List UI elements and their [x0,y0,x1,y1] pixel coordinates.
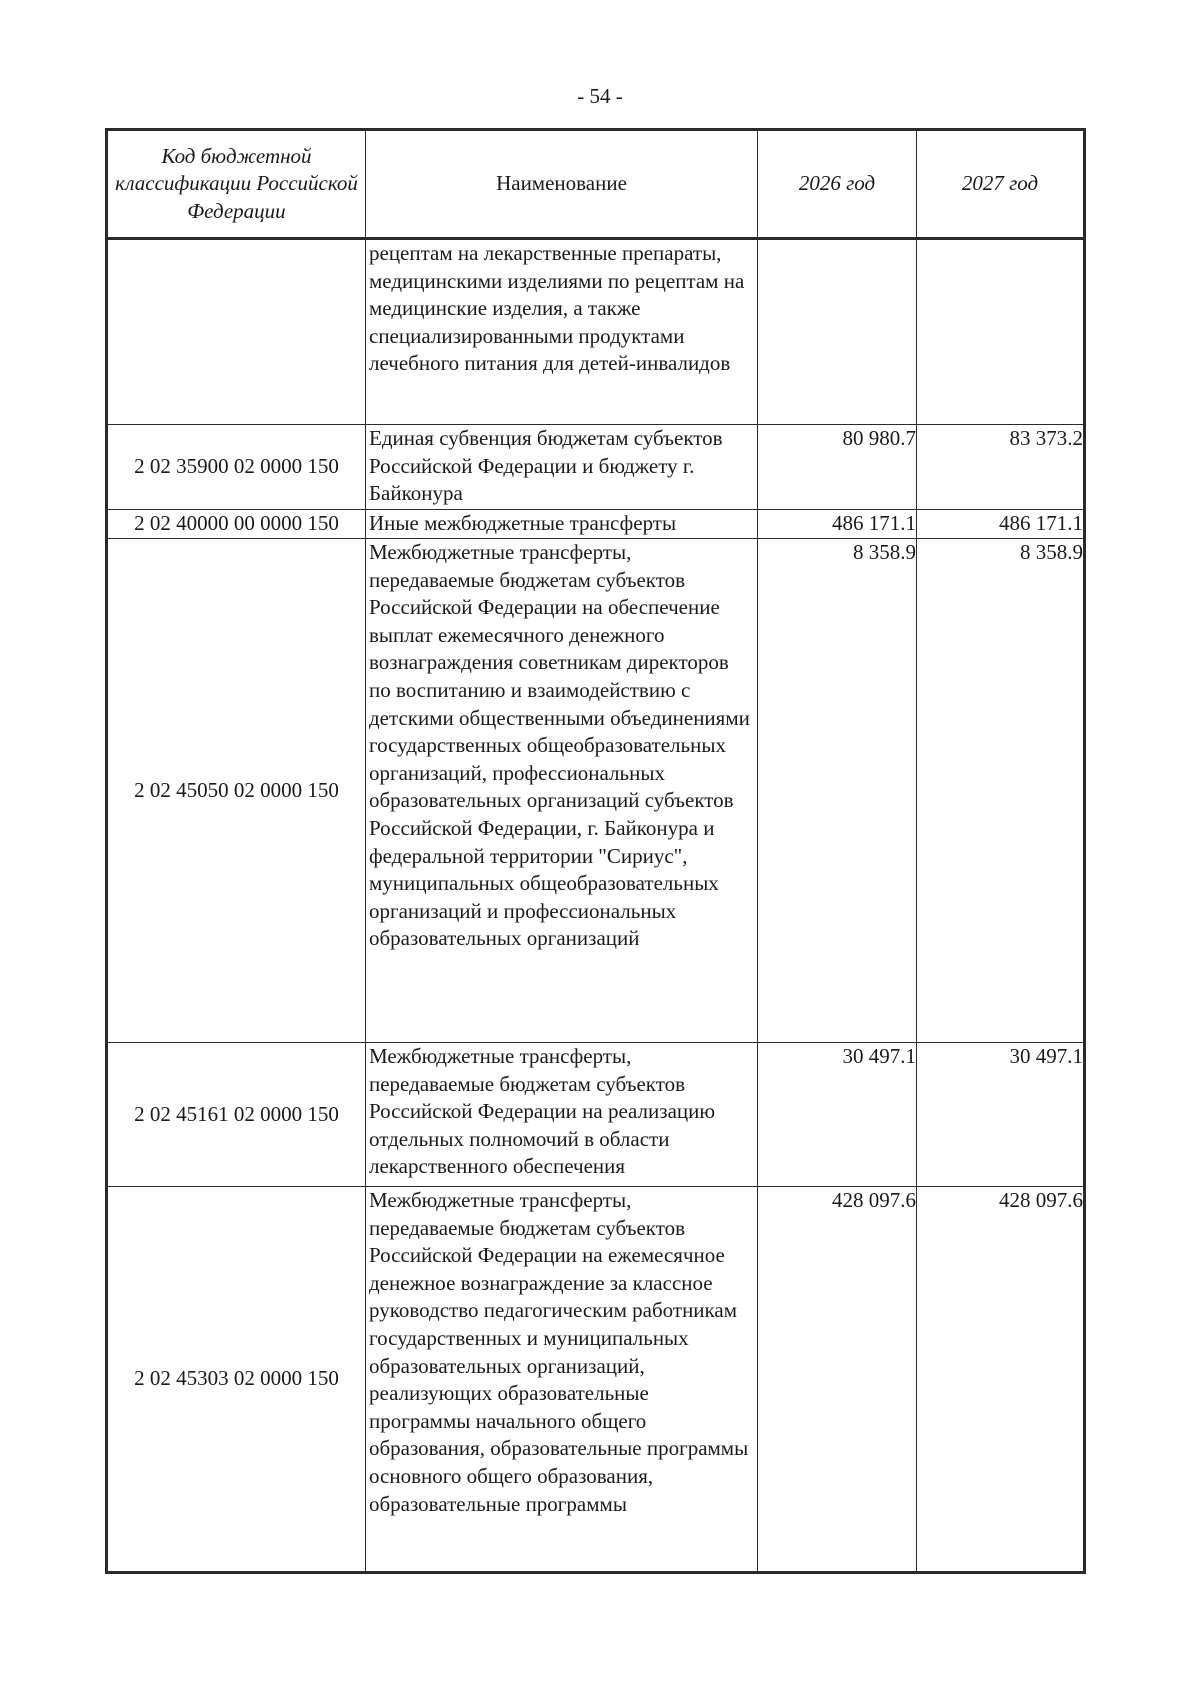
cell-name: Межбюджетные трансферты, передаваемые бюджетам субъектов Российской Федерации на реализацию отдельных полномочий в области лекарственного обеспечения [366,1043,758,1187]
table-row [107,510,1085,539]
cell-year-2027: 83 373.2 [917,425,1085,510]
table-row [107,539,1085,1043]
cell-year-2027 [917,239,1085,425]
cell-year-2026: 8 358.9 [758,539,917,1043]
header-code: Код бюджетной классификации Российской Федерации [107,130,366,239]
header-year-2026: 2026 год [758,130,917,239]
cell-year-2027: 30 497.1 [917,1043,1085,1187]
table-header-row [107,130,1085,239]
table-row [107,1043,1085,1187]
cell-name: Межбюджетные трансферты, передаваемые бюджетам субъектов Российской Федерации на ежемесячное денежное вознаграждение за классное руководство педагогическим работникам государственных и муниципальных образовательных организаций, реализующих образовательные программы начального общего образования, образовательные программы основного общего образования, образовательные программы [366,1187,758,1573]
cell-code [107,239,366,425]
cell-year-2026: 428 097.6 [758,1187,917,1573]
cell-year-2026: 30 497.1 [758,1043,917,1187]
header-name: Наименование [366,130,758,239]
cell-year-2027: 428 097.6 [917,1187,1085,1573]
cell-name: Иные межбюджетные трансферты [366,510,758,539]
cell-code: 2 02 40000 00 0000 150 [107,510,366,539]
header-year-2027: 2027 год [917,130,1085,239]
budget-classification-table [105,128,1086,1574]
page-number: - 54 - [577,84,623,108]
cell-year-2026: 80 980.7 [758,425,917,510]
table-row [107,425,1085,510]
cell-name: Межбюджетные трансферты, передаваемые бюджетам субъектов Российской Федерации на обеспечение выплат ежемесячного денежного вознаграждения советникам директоров по воспитанию и взаимодействию с детскими общественными объединениями государственных общеобразовательных организаций, профессиональных образовательных организаций субъектов Российской Федерации, г. Байконура и федеральной территории "Сириус", муниципальных общеобразовательных организаций и профессиональных образовательных организаций [366,539,758,1043]
cell-code: 2 02 35900 02 0000 150 [107,425,366,510]
cell-code: 2 02 45161 02 0000 150 [107,1043,366,1187]
cell-name: Единая субвенция бюджетам субъектов Российской Федерации и бюджету г. Байконура [366,425,758,510]
cell-year-2027: 486 171.1 [917,510,1085,539]
cell-name: рецептам на лекарственные препараты, медицинскими изделиями по рецептам на медицинские изделия, а также специализированными продуктами лечебного питания для детей-инвалидов [366,239,758,425]
cell-year-2026 [758,239,917,425]
table-row [107,239,1085,425]
cell-year-2027: 8 358.9 [917,539,1085,1043]
cell-code: 2 02 45303 02 0000 150 [107,1187,366,1573]
table-row [107,1187,1085,1573]
cell-year-2026: 486 171.1 [758,510,917,539]
cell-code: 2 02 45050 02 0000 150 [107,539,366,1043]
